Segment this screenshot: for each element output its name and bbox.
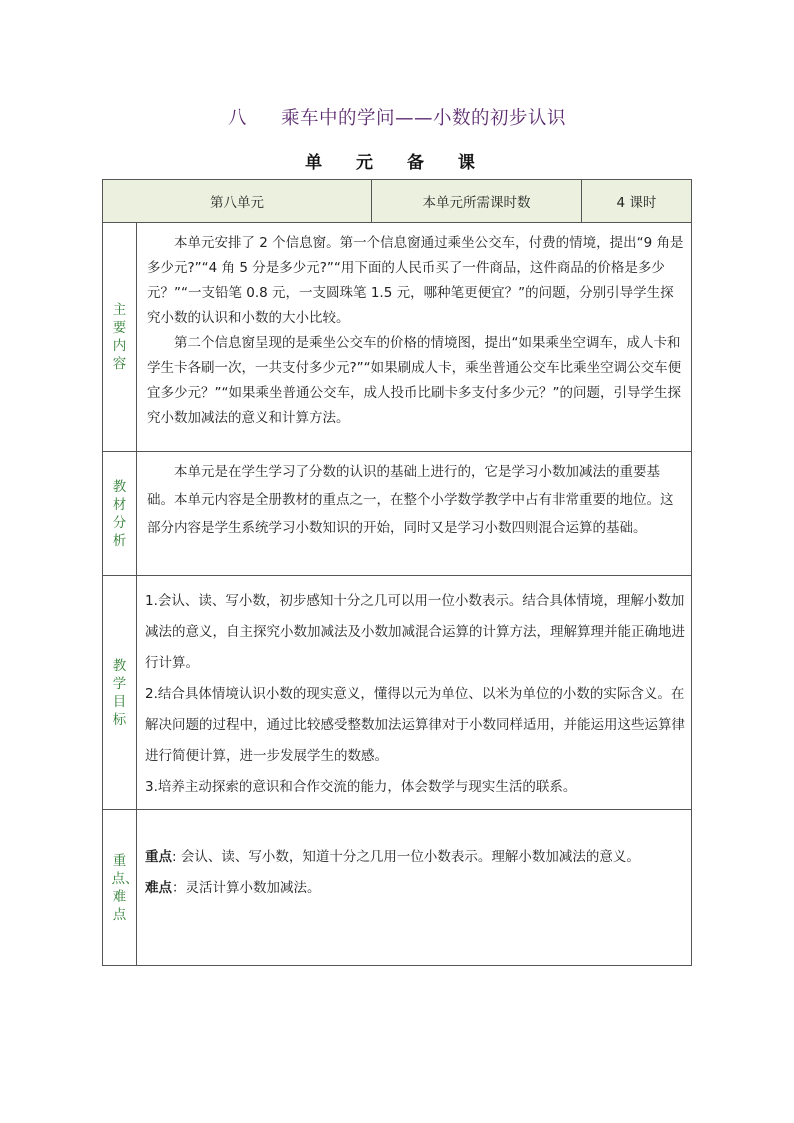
goal-item: 3.培养主动探索的意识和合作交流的能力，体会数学与现实生活的联系。 — [145, 779, 577, 795]
key-point — [145, 842, 685, 873]
goal-item: 1.会认、读、写小数，初步感知十分之几可以用一位小数表示。结合具体情境，理解小数加减法的意义，自主探究小数加减法及小数加减混合运算的计算方法，理解算理并能正确地进行计算。 — [145, 593, 685, 671]
unit-plan-table — [102, 179, 692, 966]
content-paragraph: 本单元安排了 2 个信息窗。第一个信息窗通过乘坐公交车，付费的情境，提出“9 角是多少元?”“4 角 5 分是多少元?”“用下面的人民币买了一件商品，这件商品的价格是多少元？”“一支铅笔 0.8 元，一支圆珠笔 1.5 元，哪种笔更便宜？”的问题，分别引导学生探究小数的认识和小数的大小比较。 — [147, 235, 684, 326]
hours-label-cell: 本单元所需课时数 — [372, 180, 582, 223]
key-label: 重点、难点 — [103, 810, 137, 966]
hours-value-cell: 4 课时 — [582, 180, 692, 223]
difficulty-text: ：灵活计算小数加减法。 — [172, 880, 321, 896]
key-row — [103, 810, 692, 966]
analysis-row — [103, 452, 692, 576]
content-body — [137, 223, 692, 452]
goal-item: 2.结合具体情境认识小数的现实意义，懂得以元为单位、以米为单位的小数的实际含义。在解决问题的过程中，通过比较感受整数加法运算律对于小数同样适用，并能运用这些运算律进行简便计算，进一步发展学生的数感。 — [145, 686, 685, 764]
key-point-text: : 会认、读、写小数，知道十分之几用一位小数表示。理解小数加减法的意义。 — [172, 849, 640, 865]
content-label: 主要内容 — [103, 223, 137, 452]
goals-body — [137, 576, 692, 810]
page-subtitle: 单 元 备 课 — [305, 153, 489, 173]
document-title — [0, 104, 794, 130]
analysis-label: 教材分析 — [103, 452, 137, 576]
key-point-label: 重点 — [145, 849, 172, 865]
chapter-title: 乘车中的学问——小数的初步认识 — [281, 108, 567, 129]
analysis-paragraph: 本单元是在学生学习了分数的认识的基础上进行的，它是学习小数加减法的重要基础。本单元内容是全册教材的重点之一，在整个小学数学教学中占有非常重要的地位。这部分内容是学生系统学习小数知识的开始，同时又是学习小数四则混合运算的基础。 — [147, 464, 674, 536]
content-paragraph: 第二个信息窗呈现的是乘坐公交车的价格的情境图，提出“如果乘坐空调车，成人卡和学生卡各刷一次，一共支付多少元?”“如果刷成人卡，乘坐普通公交车比乘坐空调公交车便宜多少元？”“如果乘坐普通公交车，成人投币比刷卡多支付多少元？”的问题，引导学生探究小数加减法的意义和计算方法。 — [147, 335, 682, 426]
goals-label: 教学目标 — [103, 576, 137, 810]
unit-cell: 第八单元 — [103, 180, 372, 223]
header-row — [103, 180, 692, 223]
content-row — [103, 223, 692, 452]
key-body — [137, 810, 692, 966]
analysis-body — [137, 452, 692, 576]
difficulty-label: 难点 — [145, 880, 172, 896]
goals-row — [103, 576, 692, 810]
chapter-number: 八 — [227, 108, 247, 129]
difficulty-point — [145, 873, 685, 904]
